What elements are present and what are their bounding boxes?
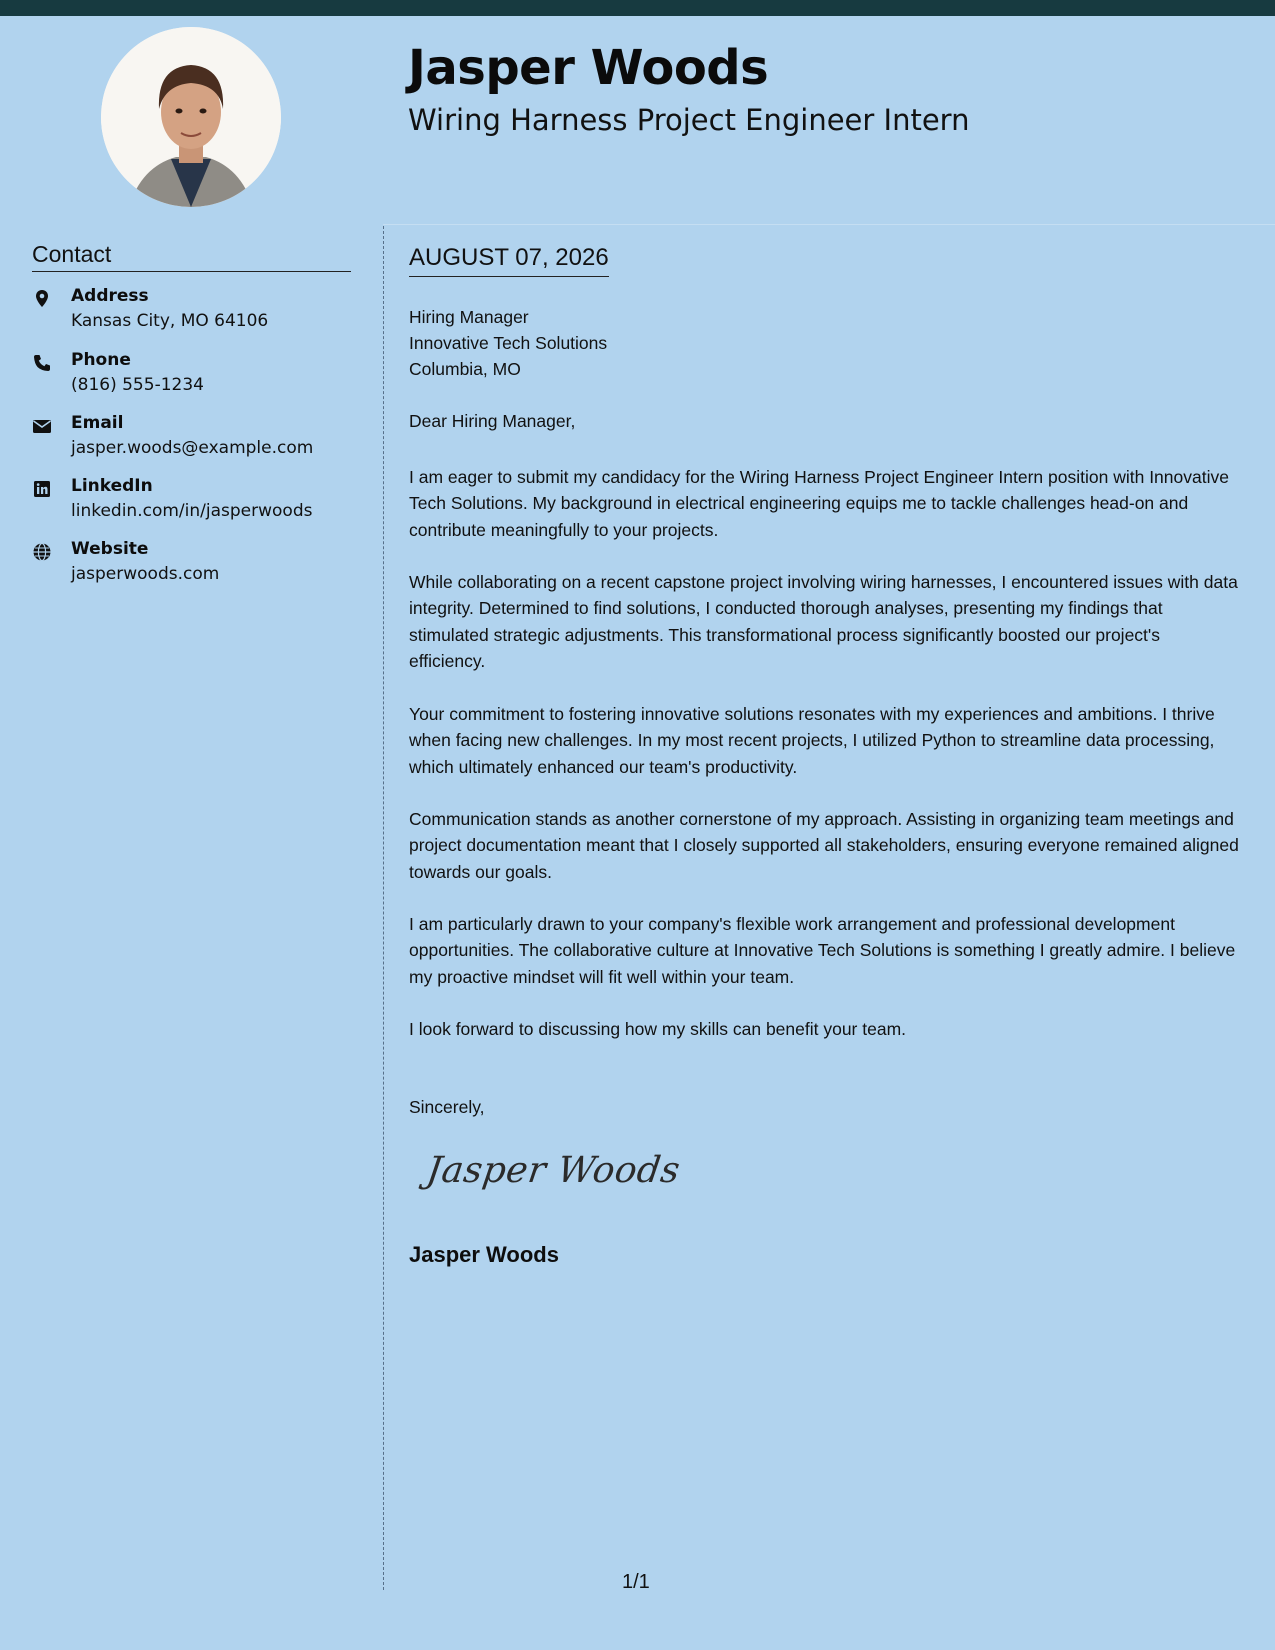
top-accent-bar — [0, 0, 1275, 16]
letter-paragraph: Your commitment to fostering innovative solutions resonates with my experiences and ambitions. I thrive when facing new challenges. In my most recent projects, I utilized Python to streamline data processing, which ultimately enhanced our team's productivity. — [409, 704, 1215, 777]
letter-paragraph: I am eager to submit my candidacy for the Wiring Harness Project Engineer Intern position with Innovative Tech Solutions. My background in electrical engineering equips me to tackle challenges head-on and contribute meaningfully to your projects. — [409, 467, 1229, 540]
contact-value: jasperwoods.com — [71, 564, 220, 584]
contact-label: Phone — [71, 350, 131, 370]
recipient-block — [409, 304, 607, 382]
contact-label: Website — [71, 539, 149, 559]
profile-photo — [101, 27, 281, 207]
letter-paragraph: I am particularly drawn to your company's flexible work arrangement and professional development opportunities. The collaborative culture at Innovative Tech Solutions is something I greatly admire. I believe my proactive mindset will fit well within your team. — [409, 914, 1236, 987]
contact-heading: Contact — [32, 241, 351, 272]
phone-icon — [32, 353, 52, 373]
recipient-line: Columbia, MO — [409, 359, 521, 379]
letter-paragraph: Communication stands as another cornerstone of my approach. Assisting in organizing team meetings and project documentation meant that I closely supported all stakeholders, ensuring everyone remained aligned towards our goals. — [409, 809, 1239, 882]
applicant-job-title: Wiring Harness Project Engineer Intern — [408, 103, 970, 137]
salutation: Dear Hiring Manager, — [409, 411, 576, 431]
contact-value: jasper.woods@example.com — [71, 438, 314, 458]
header-divider — [383, 224, 1275, 225]
handwritten-signature: Jasper Woods — [424, 1150, 683, 1191]
signer-name: Jasper Woods — [409, 1242, 559, 1267]
letter-date: AUGUST 07, 2026 — [409, 244, 609, 277]
linkedin-icon — [32, 479, 52, 499]
letter-paragraph: I look forward to discussing how my skills can benefit your team. — [409, 1019, 907, 1039]
contact-label: LinkedIn — [71, 476, 153, 496]
globe-icon — [32, 542, 52, 562]
contact-value: (816) 555-1234 — [71, 375, 204, 395]
recipient-line: Innovative Tech Solutions — [409, 333, 608, 353]
closing: Sincerely, — [409, 1097, 485, 1117]
contact-label: Address — [71, 286, 149, 306]
envelope-icon — [32, 416, 52, 436]
contact-value: linkedin.com/in/jasperwoods — [71, 501, 313, 521]
column-divider — [383, 226, 384, 1590]
contact-label: Email — [71, 413, 124, 433]
applicant-name: Jasper Woods — [408, 40, 769, 96]
recipient-line: Hiring Manager — [409, 307, 529, 327]
page-number: 1/1 — [622, 1571, 650, 1593]
letter-paragraph: While collaborating on a recent capstone project involving wiring harnesses, I encountered issues with data integrity. Determined to find solutions, I conducted thorough analyses, presenting my findings that stimulated strategic adjustments. This transformational process significantly boosted our project's efficiency. — [409, 572, 1238, 671]
contact-value: Kansas City, MO 64106 — [71, 311, 269, 331]
map-pin-icon — [32, 289, 52, 309]
